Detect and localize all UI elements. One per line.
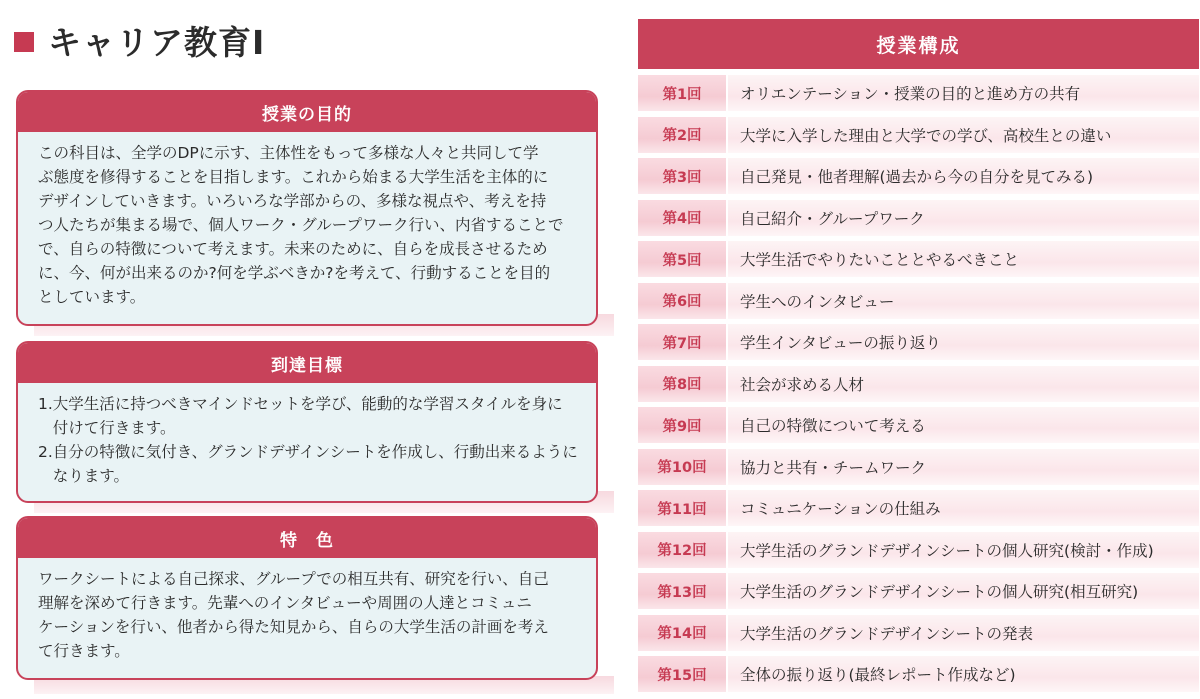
page-title: キャリア教育Ⅰ (48, 22, 266, 62)
purpose-line: で、自らの特徴について考えます。未来のために、自らを成長させるため (38, 240, 548, 258)
session-topic: 大学生活でやりたいこととやるべきこと (728, 241, 1199, 277)
schedule-row (638, 407, 1199, 443)
purpose-line: に、今、何が出来るのか?何を学ぶべきか?を考えて、行動することを目的 (38, 264, 551, 282)
goal-number: 1. (38, 395, 53, 413)
session-topic: 学生インタビューの振り返り (728, 324, 1199, 360)
session-topic: 学生へのインタビュー (728, 283, 1199, 319)
purpose-heading: 授業の目的 (18, 92, 596, 132)
goals-panel (16, 341, 598, 503)
schedule-row (638, 283, 1199, 319)
session-number: 第3回 (638, 158, 728, 194)
features-panel (16, 516, 598, 680)
session-topic: 自己紹介・グループワーク (728, 200, 1199, 236)
features-line: 理解を深めて行きます。先輩へのインタビューや周囲の人達とコミュニ (38, 594, 532, 612)
schedule-row (638, 449, 1199, 485)
schedule-row (638, 366, 1199, 402)
session-topic: コミュニケーションの仕組み (728, 490, 1199, 526)
schedule-row (638, 656, 1199, 692)
session-number: 第2回 (638, 117, 728, 153)
session-topic: 大学に入学した理由と大学での学び、高校生との違い (728, 117, 1199, 153)
title-square-marker (14, 32, 34, 52)
session-number: 第6回 (638, 283, 728, 319)
session-number: 第14回 (638, 615, 728, 651)
features-heading: 特 色 (18, 518, 596, 558)
purpose-line: ぶ態度を修得することを目指します。これから始まる大学生活を主体的に (38, 168, 549, 186)
purpose-panel (16, 90, 598, 326)
schedule-row (638, 615, 1199, 651)
goal-text: 自分の特徴に気付き、グランドデザインシートを作成し、行動出来るようになります。 (52, 443, 578, 485)
schedule-row (638, 324, 1199, 360)
session-number: 第5回 (638, 241, 728, 277)
schedule-row (638, 490, 1199, 526)
purpose-line: つ人たちが集まる場で、個人ワーク・グループワーク行い、内省することで (38, 216, 564, 234)
schedule-row (638, 241, 1199, 277)
schedule-table (638, 75, 1199, 698)
session-topic: 大学生活のグランドデザインシートの個人研究(検討・作成) (728, 532, 1199, 568)
session-topic: 協力と共有・チームワーク (728, 449, 1199, 485)
purpose-line: デザインしていきます。いろいろな学部からの、多様な視点や、考えを持 (38, 192, 547, 210)
features-body (18, 558, 596, 663)
session-topic: 大学生活のグランドデザインシートの発表 (728, 615, 1199, 651)
session-number: 第1回 (638, 75, 728, 111)
features-line: ワークシートによる自己探求、グループでの相互共有、研究を行い、自己 (38, 570, 549, 588)
session-number: 第13回 (638, 573, 728, 609)
purpose-body (18, 132, 596, 309)
goal-text: 大学生活に持つべきマインドセットを学び、能動的な学習スタイルを身に付けて行きます。 (52, 395, 563, 437)
goals-body (18, 383, 596, 488)
session-number: 第7回 (638, 324, 728, 360)
session-topic: 全体の振り返り(最終レポート作成など) (728, 656, 1199, 692)
purpose-line: この科目は、全学のDPに示す、主体性をもって多様な人々と共同して学 (38, 144, 539, 162)
session-number: 第9回 (638, 407, 728, 443)
schedule-heading: 授業構成 (638, 19, 1199, 69)
schedule-row (638, 158, 1199, 194)
session-number: 第4回 (638, 200, 728, 236)
features-line: て行きます。 (38, 642, 130, 660)
goal-item (38, 440, 578, 488)
schedule-row (638, 117, 1199, 153)
session-topic: 社会が求める人材 (728, 366, 1199, 402)
session-topic: 自己の特徴について考える (728, 407, 1199, 443)
session-number: 第8回 (638, 366, 728, 402)
features-line: ケーションを行い、他者から得た知見から、自らの大学生活の計画を考え (38, 618, 549, 636)
session-topic: オリエンテーション・授業の目的と進め方の共有 (728, 75, 1199, 111)
schedule-row (638, 200, 1199, 236)
session-number: 第11回 (638, 490, 728, 526)
goals-heading: 到達目標 (18, 343, 596, 383)
goal-item (38, 392, 578, 440)
session-number: 第12回 (638, 532, 728, 568)
goal-number: 2. (38, 443, 53, 461)
schedule-row (638, 532, 1199, 568)
session-topic: 自己発見・他者理解(過去から今の自分を見てみる) (728, 158, 1199, 194)
purpose-line: としています。 (38, 288, 146, 306)
session-number: 第15回 (638, 656, 728, 692)
schedule-row (638, 75, 1199, 111)
page-title-block (14, 18, 265, 62)
session-number: 第10回 (638, 449, 728, 485)
session-topic: 大学生活のグランドデザインシートの個人研究(相互研究) (728, 573, 1199, 609)
schedule-row (638, 573, 1199, 609)
